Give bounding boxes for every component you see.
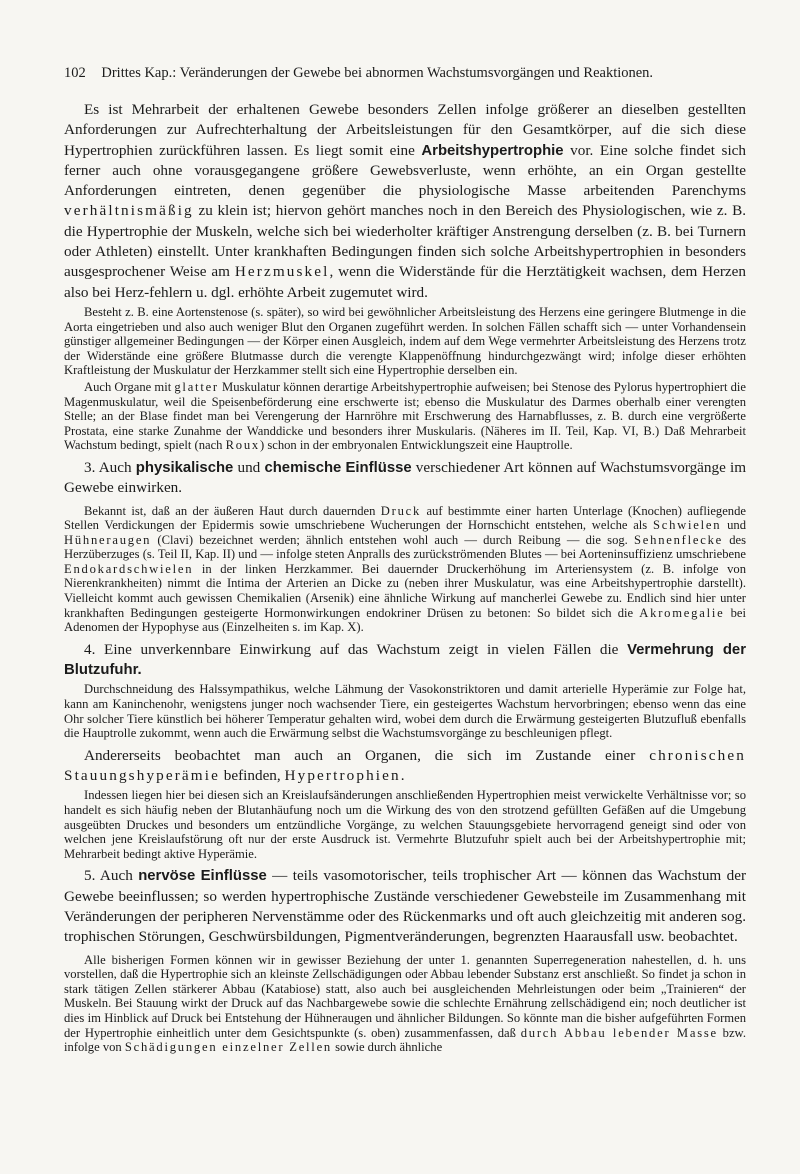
bold-term: Vermehrung der Blutzufuhr. xyxy=(64,641,746,679)
text-run: Muskulatur können derartige Arbeitshypertrophie aufweisen; bei Stenose des Pylorus hypertrophiert die Magenmuskulatur, weil die Speisenbeförderung eine erschwerte ist; ebenso die Muskulatur des Darmes oberhalb einer verengten Stelle; an der Blase findet man bei Verengerung der Harnröhre mit Erschwerung des Harnabflusses, z. B. durch eine vergrößerte Prostata, eine starke Zunahme der Wanddicke und besonders ihrer Muskularis. (Näheres im II. Teil, Kap. VI, B.) Daß Mehrarbeit Wachstum bedingt, spielt (nach xyxy=(64,379,747,453)
text-run: Auch Organe mit xyxy=(84,379,175,394)
text-run: und xyxy=(721,518,746,533)
text-run: auf bestimmte einer harten Unterlage (Knochen) aufliegende Stellen Verdickungen der Epidermis sowie umschriebene Wucherungen der Hornschicht entstehen, welche als xyxy=(64,503,746,533)
spaced-term: Akromegalie xyxy=(639,605,725,620)
bold-term: Arbeitshypertrophie xyxy=(421,142,564,159)
text-run: vor. Eine solche findet sich ferner auch ohne vorausgegangene größere Gewebsverluste, wenn erhöhte, an ein Organ gestellte Anforderungen eintreten, denen gegenüber die physiologische Masse arbeitenden Parenchyms xyxy=(64,141,746,200)
spaced-term: Hypertrophien. xyxy=(284,767,407,785)
spaced-term: Herzmuskel xyxy=(234,263,330,281)
spaced-term: chronischen Stauungshyperämie xyxy=(64,746,746,785)
text-run: , wenn die Widerstände für die Herztätigkeit wachsen, dem Herzen also bei Herz-fehlern u. dgl. erhöhte Arbeit zugemutet wird. xyxy=(64,263,746,301)
spaced-term: Schädigungen einzelner Zellen xyxy=(124,1040,332,1055)
text-run: Es ist Mehrarbeit der erhaltenen Gewebe besonders Zellen infolge größerer an dieselben gestellten Anforderungen zur Aufrechterhaltung der Arbeitsleistungen für den Gesamtkörper, auf die sich diese Hypertrophien zurückführen lassen. Es liegt somit eine xyxy=(64,101,746,159)
spaced-term: Schwielen xyxy=(652,518,722,533)
text-run: bei Adenomen der Hypophyse aus (Einzelheiten s. im Kap. X). xyxy=(64,605,746,635)
text-run: zu klein ist; hiervon gehört manches noch in den Bereich des Physiologischen, wie z. B. die Hypertrophie der Muskeln, welche sich bei wiederholter kräftiger Anstrengung derselben (z. B. bei Turnern oder Athleten) einstellt. Unter krankhaften Bedingungen finden sich solche Arbeitshypertrophien in besonders ausgesprochener Weise am xyxy=(64,202,746,281)
text-run: 4. Eine unverkennbare Einwirkung auf das Wachstum zeigt in vielen Fällen die xyxy=(84,640,628,658)
text-run: befinden, xyxy=(219,767,285,785)
spaced-term: glatter xyxy=(174,379,219,394)
spaced-term: durch Abbau lebender Masse xyxy=(520,1025,718,1040)
paragraph-arbeitshypertrophie xyxy=(64,100,746,303)
paragraph-superregeneration xyxy=(64,953,746,1055)
text-run: Alle bisherigen Formen können wir in gewisser Beziehung der unter 1. genannten Superregeneration nahestellen, d. h. uns vorstellen, daß die Hypertrophie sich an kleinste Zellschädigungen oder Abbau lebender Substanz erst anschließt. So findet ja schon in stark tätigen Zellen stärkerer Abbau (Katabiose) statt, also auch bei ausgleichenden Mehrleistungen oder beim „Trainieren“ der Muskeln. Bei Stauung wirkt der Druck auf das Nachbargewebe sowie die schlechte Ernährung zellschädigend ein; noch deutlicher ist dies im Hinblick auf Druck bei Entstehung der Hühneraugen und ähnlicher Bildungen. So könnte man die bisher aufgeführten Formen der Hypertrophie einheitlich unter dem Gesichtspunkte (s. oben) zusammenfassen, daß xyxy=(64,952,746,1040)
paragraph-stauungshyperaemie xyxy=(64,746,746,787)
text-run: 3. Auch xyxy=(84,458,136,476)
text-run: — teils vasomotorischer, teils trophischer Art — können das Wachstum der Gewebe beeinflussen; so werden hypertrophische Zustände verschiedener Gewebsteile im Zusammenhang mit Veränderungen der peripheren Nervenstämme oder des Rückenmarks und oft auch gleichzeitig mit anderen sog. trophischen Störungen, Geschwürsbildungen, Pigmentveränderungen, begrenzten Haarausfall usw. beobachtet. xyxy=(64,867,746,946)
spaced-term: Endokardschwielen xyxy=(64,561,194,576)
bold-term: physikalische xyxy=(135,459,234,476)
section-heading-5 xyxy=(64,866,746,947)
text-run: in der linken Herzkammer. Bei dauernder Druckerhöhung im Arteriensystem (z. B. infolge von Nierenkrankheiten) nimmt die Intima der Arterien an Dicke zu (neben ihrer Muskulatur, was eine Arbeitshypertrophie darstellt). Vielleicht kommt auch gewissen Chemikalien (Arsenik) eine ähnliche Wirkung auf mancherlei Gewebe zu. Endlich sind hier unter krankhaften Bedingungen gesteigerte Hormonwirkungen endokriner Drüsen zu betonen: So bildet sich die xyxy=(64,561,746,620)
spaced-term: Druck xyxy=(380,503,422,518)
text-run: (Clavi) bezeichnet werden; ähnlich entstehen wohl auch — durch Reibung — die sog. xyxy=(151,532,635,547)
section-heading-4 xyxy=(64,640,746,681)
paragraph-halssympathikus: Durchschneidung des Halssympathikus, welche Lähmung der Vasokonstriktoren und damit arterielle Hyperämie zur Folge hat, kann am Kaninchenohr, wenigstens junger noch wachsender Tiere, ein gesteigertes Wachstum hervorbringen; ebenso wenn das eine Ohr solcher Tiere künstlich bei höherer Temperatur gehalten wird, wobei dem durch die Erwärmung gesteigerten Blutzufluß ebenfalls die Hauptrolle zukommt, wenn auch die Erwärmung selbst die Wachstumsvorgänge zu beschleunigen pflegt. xyxy=(64,682,746,741)
text-run: ) schon in der embryonalen Entwicklungszeit eine Hauptrolle. xyxy=(259,438,573,453)
spaced-term: Sehnenflecke xyxy=(634,532,724,547)
page-body xyxy=(64,100,746,1055)
paragraph-aortenstenose: Besteht z. B. eine Aortenstenose (s. später), so wird bei gewöhnlicher Arbeitsleistung des Herzens eine geringere Blutmenge in die Aorta eingetrieben und also auch weniger Blut den Organen zugeführt werden. In solchen Fällen schafft sich — unter Vorhandensein günstiger allgemeiner Bedingungen — der Körper einen Ausgleich, indem auf dem Wege vermehrter Arbeitsleistung des Herzens trotz der Widerstände eine größere Blutmasse durch die verengte Klappenöffnung hindurchgezwängt wird; infolge dieser erhöhten Kraftleistung der Muskulatur der Herzkammer stellt sich eine Hypertrophie derselben ein. xyxy=(64,304,746,378)
text-run: sowie durch ähnliche xyxy=(332,1040,443,1055)
text-run: verschiedener Art können auf Wachstumsvorgänge im Gewebe einwirken. xyxy=(64,458,747,497)
paragraph-druck xyxy=(64,504,746,635)
text-run: Andererseits beobachtet man auch an Organen, die sich im Zustande einer xyxy=(84,746,650,764)
section-heading-3 xyxy=(64,458,746,499)
bold-term: nervöse xyxy=(138,868,196,885)
text-run: 5. Auch xyxy=(84,867,139,885)
paragraph-glatte-muskulatur xyxy=(64,380,746,453)
spaced-term: Hühneraugen xyxy=(64,532,152,547)
page-number: 102 xyxy=(64,65,86,81)
spaced-term: verhältnismäßig xyxy=(64,202,194,220)
text-run: und xyxy=(233,458,265,476)
bold-term: Einflüsse xyxy=(200,868,267,885)
bold-term: Einflüsse xyxy=(345,459,412,476)
text-run: des Herzüberzuges (s. Teil II, Kap. II) und — infolge steten Anpralls des zurückströmenden Blutes — bei Aorteninsuffizienz umschriebene xyxy=(64,532,746,562)
paragraph-kreislaufsaenderungen: Indessen liegen hier bei diesen sich an Kreislaufsänderungen anschließenden Hypertrophien meist verwickelte Verhältnisse vor; so handelt es sich häufig neben der Blutanhäufung noch um die Wirkung des von den strotzend gefüllten Gefäßen auf die Umgebung ausgeübten Druckes und besonders um entzündliche Vorgänge, zu welchen Stauungsgebiete hervorragend geneigt sind oder von welchen jene Kreislaufstörung oft nur der erste Ausdruck ist. Vermehrte Blutzufuhr spielt auch bei der Arbeitshypertrophie mit; Mehrarbeit bedingt aktive Hyperämie. xyxy=(64,788,746,861)
running-title: Drittes Kap.: Veränderungen der Gewebe bei abnormen Wachstumsvorgängen und Reaktionen. xyxy=(101,65,654,81)
spaced-term: Roux xyxy=(225,438,260,453)
bold-term: chemische xyxy=(264,459,342,476)
running-header xyxy=(64,64,744,82)
text-run: Bekannt ist, daß an der äußeren Haut durch dauernden xyxy=(84,503,381,518)
text-run: bzw. infolge von xyxy=(64,1025,746,1055)
